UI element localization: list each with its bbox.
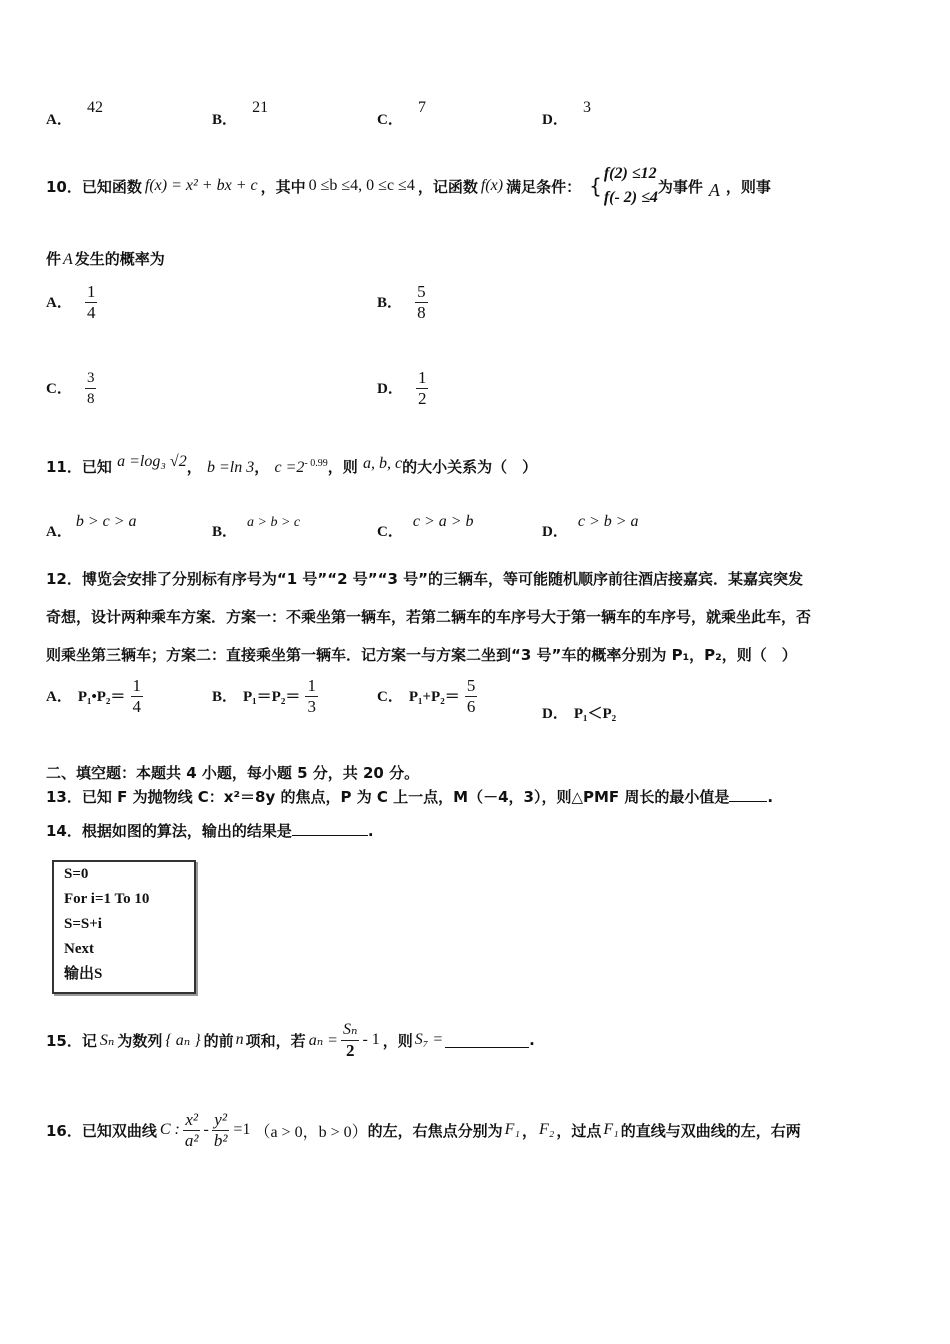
- q11-sep-2: ，: [254, 458, 270, 476]
- fraction-denominator: 8: [86, 391, 95, 407]
- option-fraction: [416, 368, 429, 409]
- q10-text-5: 为事件: [657, 177, 703, 196]
- q10-option-d: [377, 368, 428, 409]
- q11-abc: a, b, c: [362, 455, 403, 472]
- question-13: [46, 786, 773, 807]
- q10-text-2: ，其中: [260, 177, 306, 196]
- option-expression: P₁•P₂＝: [77, 689, 126, 705]
- q10-line2-event: A: [63, 251, 73, 268]
- q15-n: n: [235, 1031, 244, 1048]
- q11-sep-1: ，: [186, 458, 202, 476]
- option-fraction: [85, 368, 97, 409]
- question-number: 11．: [46, 458, 82, 476]
- option-label: A．: [46, 524, 72, 540]
- q16-curve-name: C :: [159, 1121, 180, 1138]
- option-label: C．: [377, 112, 403, 128]
- q11-c-value: c =2: [274, 459, 305, 476]
- option-expression: P₁＝P₂＝: [243, 689, 301, 705]
- question-15: [46, 1014, 535, 1066]
- option-label: D．: [542, 112, 568, 128]
- q16-text-2: 的左，右焦点分别为: [367, 1121, 503, 1140]
- q16-f1-b: F₁: [603, 1121, 619, 1138]
- q16-condition: （a > 0，b > 0）: [254, 1123, 368, 1141]
- option-label: B．: [212, 112, 238, 128]
- algorithm-line: S=S+i: [64, 916, 102, 932]
- q16-f2: F₂: [538, 1121, 555, 1138]
- option-label: B．: [377, 295, 403, 311]
- question-number: 10．: [46, 177, 82, 196]
- q10-system: [604, 162, 658, 210]
- q10-function-2: f(x): [480, 177, 504, 194]
- question-10-line-2: [46, 248, 165, 269]
- option-value: b > c > a: [75, 513, 137, 530]
- option-fraction: [465, 676, 478, 717]
- q10-event: A: [708, 179, 720, 200]
- q15-text-4: 项和，若: [245, 1031, 306, 1050]
- q11-text-3: 的大小关系为（ ）: [402, 458, 538, 476]
- q15-fraction: [341, 1020, 359, 1061]
- q16-text-4: 的直线与双曲线的左，右两: [620, 1121, 801, 1140]
- q15-s7: S₇ =: [414, 1031, 444, 1048]
- q16-text-3: ，过点: [556, 1121, 602, 1140]
- option-label: C．: [46, 381, 72, 397]
- q9-option-c: [377, 99, 426, 129]
- option-fraction: [85, 282, 98, 323]
- option-fraction: [305, 676, 318, 717]
- fraction-numerator: Sₙ: [341, 1020, 359, 1041]
- q10-option-c: [46, 368, 96, 409]
- answer-blank[interactable]: [292, 821, 368, 836]
- fraction-denominator: 3: [307, 697, 316, 716]
- algorithm-line: S=0: [64, 866, 89, 882]
- option-label: C．: [377, 689, 403, 705]
- option-fraction: [131, 676, 144, 717]
- q10-text-3: ，记函数: [417, 177, 478, 196]
- q15-text-3: 的前: [203, 1031, 234, 1050]
- q9-option-b: [212, 99, 269, 129]
- q15-text-2: 为数列: [117, 1031, 163, 1050]
- q10-option-b: [377, 282, 428, 323]
- q10-system-line-1: f(2) ≤12: [603, 165, 657, 182]
- fraction-numerator: x²: [183, 1110, 201, 1131]
- option-label: A．: [46, 689, 72, 705]
- fraction-numerator: y²: [212, 1110, 230, 1131]
- q16-f1: F₁: [504, 1121, 520, 1138]
- q10-line2-text: 件: [46, 250, 62, 268]
- q13-end: .: [767, 788, 774, 806]
- q13-text: 13．已知 F 为抛物线 C：x²＝8y 的焦点，P 为 C 上一点，M（－4，3），则△PMF 周长的最小值是: [46, 788, 730, 806]
- q10-function: f(x) = x² + bx + c: [144, 177, 258, 194]
- option-fraction: [415, 282, 428, 323]
- q12-option-b: [212, 676, 318, 717]
- fraction-denominator: 2: [417, 389, 427, 408]
- fraction-denominator: 4: [86, 303, 96, 322]
- fraction-numerator: 1: [417, 368, 427, 387]
- fraction-denominator: 8: [417, 303, 426, 322]
- option-label: A．: [46, 112, 72, 128]
- section-heading: 二、填空题：本题共 4 小题，每小题 5 分，共 20 分。: [46, 764, 420, 782]
- question-10: [46, 160, 771, 212]
- q11-option-b: [212, 510, 301, 540]
- option-expression: P₁+P₂＝: [408, 689, 460, 705]
- q16-fraction-x: [183, 1110, 201, 1151]
- algorithm-line: 输出S: [64, 966, 103, 982]
- fraction-denominator: b²: [213, 1130, 228, 1150]
- option-label: D．: [542, 706, 568, 722]
- option-label: C．: [377, 524, 403, 540]
- q12-line-1: 12．博览会安排了分别标有序号为“1 号”“2 号”“3 号”的三辆车，等可能随机顺序前往酒店接嘉宾．某嘉宾突发: [46, 570, 804, 588]
- q10-text-1: 已知函数: [81, 177, 142, 196]
- q14-end: .: [367, 822, 374, 840]
- option-value: 7: [417, 99, 426, 116]
- option-value: 42: [86, 99, 103, 116]
- option-value: 21: [252, 99, 269, 116]
- option-label: B．: [212, 524, 238, 540]
- q10-line2-text-2: 发生的概率为: [74, 250, 165, 268]
- option-label: A．: [46, 295, 72, 311]
- q10-option-a: [46, 282, 97, 323]
- q11-option-c: [377, 510, 474, 540]
- question-14: [46, 820, 374, 841]
- option-label: D．: [377, 381, 403, 397]
- answer-blank[interactable]: [445, 1033, 529, 1048]
- option-label: B．: [212, 689, 238, 705]
- q12-line-3: 则乘坐第三辆车；方案二：直接乘坐第一辆车．记方案一与方案二坐到“3 号”车的概率分别为 P₁，P₂，则（ ）: [46, 646, 797, 664]
- question-11: [46, 453, 538, 477]
- option-value: a > b > c: [247, 515, 301, 530]
- algorithm-line: Next: [64, 941, 94, 957]
- q16-text-1: 16．已知双曲线: [46, 1121, 157, 1140]
- q14-text: 14．根据如图的算法，输出的结果是: [46, 822, 292, 840]
- fraction-denominator: 6: [466, 697, 476, 716]
- q12-line-2: 奇想，设计两种乘车方案．方案一：不乘坐第一辆车，若第二辆车的车序号大于第一辆车的车序号，就乘坐此车，否: [46, 608, 812, 626]
- q15-end: .: [529, 1031, 535, 1049]
- fraction-numerator: 5: [417, 282, 426, 301]
- q11-text-2: ，则: [327, 458, 358, 476]
- q12-option-d: [542, 702, 616, 723]
- q16-equals: =1: [233, 1121, 251, 1138]
- q9-option-d: [542, 99, 591, 129]
- fraction-numerator: 1: [86, 282, 96, 301]
- fraction-denominator: a²: [184, 1130, 199, 1150]
- fraction-numerator: 5: [466, 676, 476, 695]
- q11-a-value: a =log₃ √2: [117, 453, 187, 470]
- q9-option-a: [46, 99, 103, 129]
- option-label: D．: [542, 524, 568, 540]
- q11-option-a: [46, 510, 137, 540]
- q10-condition: 0 ≤b ≤4, 0 ≤c ≤4: [308, 177, 415, 194]
- q10-text-6: ，则事: [725, 177, 771, 196]
- q12-option-a: [46, 676, 143, 717]
- q15-sequence: { aₙ }: [165, 1032, 201, 1049]
- q16-sep: ，: [521, 1121, 537, 1140]
- q11-c-exponent: - 0.99: [304, 458, 328, 469]
- q11-option-d: [542, 510, 639, 540]
- option-expression: P₁＜P₂: [573, 706, 617, 722]
- option-value: 3: [582, 99, 591, 116]
- option-value: c > b > a: [577, 513, 639, 530]
- q10-text-4: 满足条件：: [506, 177, 582, 196]
- q16-minus: -: [203, 1121, 209, 1138]
- algorithm-box: [52, 860, 196, 994]
- q16-fraction-y: [212, 1110, 230, 1151]
- answer-blank[interactable]: [729, 787, 767, 802]
- option-value: c > a > b: [412, 513, 474, 530]
- fraction-numerator: 1: [307, 676, 316, 695]
- q15-sn: Sₙ: [99, 1032, 115, 1049]
- q15-tail: - 1: [362, 1031, 380, 1048]
- q15-text-1: 15．记: [46, 1031, 97, 1050]
- brace-icon: {: [589, 174, 602, 198]
- q11-text-1: 已知: [81, 458, 112, 476]
- fraction-denominator: 2: [345, 1040, 355, 1060]
- q15-an: aₙ =: [308, 1032, 338, 1049]
- fraction-denominator: 4: [132, 697, 142, 716]
- question-16: [46, 1100, 801, 1160]
- fraction-numerator: 3: [85, 368, 97, 389]
- algorithm-line: For i=1 To 10: [64, 891, 150, 907]
- fraction-numerator: 1: [132, 676, 142, 695]
- q10-system-line-2: f(- 2) ≤4: [603, 189, 658, 206]
- q11-b-value: b =ln 3: [206, 459, 255, 476]
- q12-option-c: [377, 676, 477, 717]
- q15-text-5: ，则: [382, 1031, 413, 1050]
